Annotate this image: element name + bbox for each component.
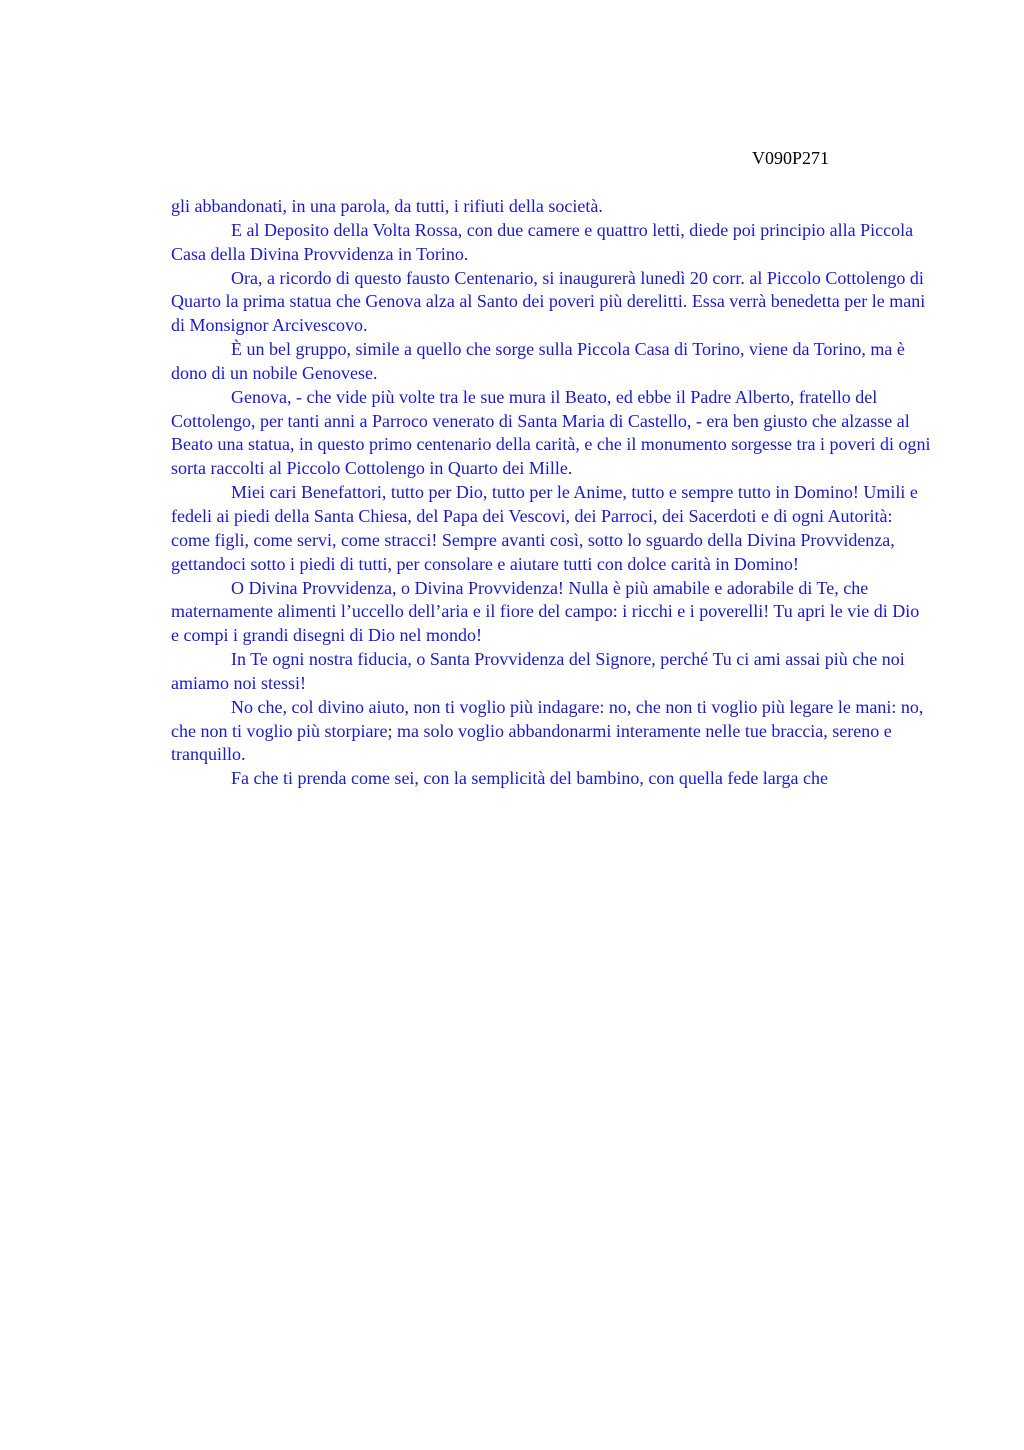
paragraph-5: Genova, - che vide più volte tra le sue mura il Beato, ed ebbe il Padre Alberto, fratello del Cottolengo, per tanti anni a Parroco venerato di Santa Maria di Castello, - era ben giusto che alzasse al Beato una statua, in questo primo centenario della carità, e che il monumento sorgesse tra i poveri di ogni sorta raccolti al Piccolo Cottolengo in Quarto dei Mille. [171,386,931,479]
paragraph-8: In Te ogni nostra fiducia, o Santa Provvidenza del Signore, perché Tu ci ami assai più che noi amiamo noi stessi! [171,649,905,693]
paragraph-1: gli abbandonati, in una parola, da tutti, i rifiuti della società. [171,196,603,216]
page-identifier: V090P271 [752,148,830,168]
paragraph-6: Miei cari Benefattori, tutto per Dio, tutto per le Anime, tutto e sempre tutto in Domino! Umili e fedeli ai piedi della Santa Chiesa, del Papa dei Vescovi, dei Parroci, dei Sacerdoti e di ogni Autorità: come figli, come servi, come stracci! Sempre avanti così, sotto lo sguardo della Divina Provvidenza, gettandoci sotto i piedi di tutti, per consolare e aiutare tutti con dolce carità in Domino! [171,482,918,574]
paragraph-10: Fa che ti prenda come sei, con la semplicità del bambino, con quella fede larga che [231,768,828,789]
paragraph-9: No che, col divino aiuto, non ti voglio più indagare: no, che non ti voglio più legare le mani: no, che non ti voglio più storpiare; ma solo voglio abbandonarmi interamente nelle tue braccia, sereno e tranquillo. [171,696,924,765]
paragraph-3: Ora, a ricordo di questo fausto Centenario, si inaugurerà lunedì 20 corr. al Piccolo Cottolengo di Quarto la prima statua che Genova alza al Santo dei poveri più derelitti. Essa verrà benedetta per le mani di Monsignor Arcivescovo. [171,267,926,336]
paragraph-2: E al Deposito della Volta Rossa, con due camere e quattro letti, diede poi principio alla Piccola Casa della Divina Provvidenza in Torino. [171,219,914,264]
paragraph-7: O Divina Provvidenza, o Divina Provvidenza! Nulla è più amabile e adorabile di Te, che maternamente alimenti l’uccello dell’aria e il fiore del campo: i ricchi e i poverelli! Tu apri le vie di Dio e compi i grandi disegni di Dio nel mondo! [171,577,920,646]
paragraph-4: È un bel gruppo, simile a quello che sorge sulla Piccola Casa di Torino, viene da Torino, ma è dono di un nobile Genovese. [171,339,905,383]
document-body [171,195,931,791]
